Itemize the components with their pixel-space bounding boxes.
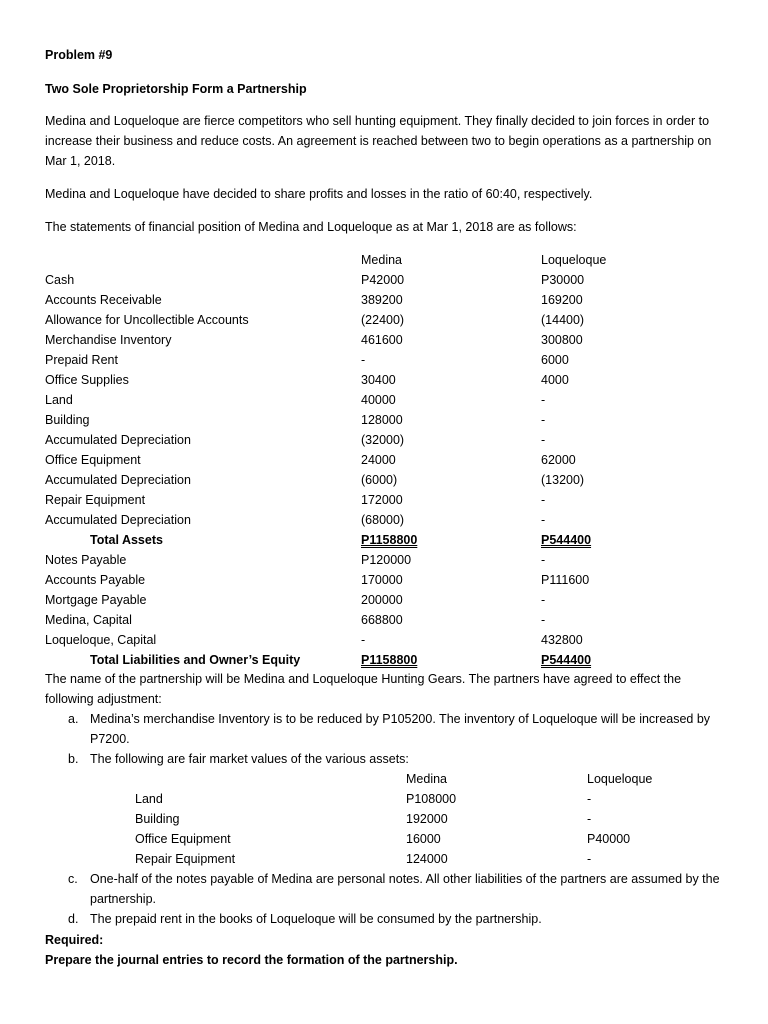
loqueloque-value: P544400 — [541, 653, 592, 667]
fmv-row — [0, 809, 768, 829]
fmv-col-header-medina: Medina — [406, 772, 447, 786]
adjustment-a-marker: a. — [68, 712, 79, 726]
fmv-medina-value: 192000 — [406, 812, 448, 826]
table-row — [0, 330, 768, 350]
fmv-label: Repair Equipment — [135, 852, 236, 866]
table-header — [0, 250, 768, 270]
loqueloque-value: P111600 — [541, 573, 590, 587]
row-label: Prepaid Rent — [45, 353, 118, 367]
fmv-label: Land — [135, 792, 163, 806]
fmv-loqueloque-value: - — [587, 852, 592, 866]
table-row — [0, 390, 768, 410]
adjustment-d-text: The prepaid rent in the books of Loqueloque will be consumed by the partnership. — [90, 912, 542, 926]
fmv-row — [0, 789, 768, 809]
adjustment-b-marker: b. — [68, 752, 79, 766]
col-header-loqueloque: Loqueloque — [541, 253, 607, 267]
loqueloque-value: 6000 — [541, 353, 569, 367]
table-row — [0, 470, 768, 490]
table-row — [0, 590, 768, 610]
fmv-label: Building — [135, 812, 180, 826]
loqueloque-value: - — [541, 613, 546, 627]
partnership-name-paragraph: The name of the partnership will be Medina and Loqueloque Hunting Gears. The partners have agreed to effect the following adjustment: — [45, 672, 682, 706]
medina-value: P120000 — [361, 553, 412, 567]
required-label: Required: — [45, 933, 104, 947]
adjustment-b-text: The following are fair market values of the various assets: — [90, 752, 409, 766]
medina-value: P1158800 — [361, 653, 418, 667]
medina-value: 128000 — [361, 413, 403, 427]
problem-subtitle: Two Sole Proprietorship Form a Partnership — [45, 82, 307, 96]
medina-value: - — [361, 353, 366, 367]
table-row — [0, 630, 768, 650]
loqueloque-value: 4000 — [541, 373, 569, 387]
medina-value: 24000 — [361, 453, 396, 467]
row-label: Accumulated Depreciation — [45, 513, 191, 527]
medina-value: 389200 — [361, 293, 403, 307]
row-label: Accounts Payable — [45, 573, 146, 587]
medina-value: 40000 — [361, 393, 396, 407]
fmv-medina-value: 124000 — [406, 852, 448, 866]
row-label: Building — [45, 413, 90, 427]
problem-title: Problem #9 — [45, 48, 113, 62]
table-row — [0, 430, 768, 450]
required-text: Prepare the journal entries to record the formation of the partnership. — [45, 953, 458, 967]
table-row — [0, 290, 768, 310]
table-row — [0, 490, 768, 510]
medina-value: 30400 — [361, 373, 396, 387]
medina-value: 200000 — [361, 593, 403, 607]
row-label: Accounts Receivable — [45, 293, 162, 307]
table-row — [0, 450, 768, 470]
row-label: Accumulated Depreciation — [45, 433, 191, 447]
loqueloque-value: - — [541, 393, 546, 407]
table-row — [0, 550, 768, 570]
fmv-row — [0, 849, 768, 869]
medina-value: (68000) — [361, 513, 405, 527]
loqueloque-value: 62000 — [541, 453, 576, 467]
loqueloque-value: (13200) — [541, 473, 585, 487]
fmv-loqueloque-value: P40000 — [587, 832, 631, 846]
row-label: Allowance for Uncollectible Accounts — [45, 313, 249, 327]
medina-value: 461600 — [361, 333, 403, 347]
medina-value: (22400) — [361, 313, 405, 327]
fmv-label: Office Equipment — [135, 832, 231, 846]
row-label: Total Assets — [90, 533, 163, 547]
fmv-loqueloque-value: - — [587, 812, 592, 826]
adjustment-d-marker: d. — [68, 912, 79, 926]
row-label: Office Supplies — [45, 373, 129, 387]
row-label: Accumulated Depreciation — [45, 473, 191, 487]
medina-value: P42000 — [361, 273, 405, 287]
row-label: Office Equipment — [45, 453, 141, 467]
loqueloque-value: (14400) — [541, 313, 585, 327]
row-label: Merchandise Inventory — [45, 333, 172, 347]
medina-value: (6000) — [361, 473, 398, 487]
medina-value: (32000) — [361, 433, 405, 447]
row-label: Loqueloque, Capital — [45, 633, 157, 647]
loqueloque-value: - — [541, 413, 546, 427]
adjustment-c-text: One-half of the notes payable of Medina are personal notes. All other liabilities of the partners are assumed by the partnership. — [90, 872, 720, 906]
loqueloque-value: 169200 — [541, 293, 583, 307]
row-label: Repair Equipment — [45, 493, 146, 507]
medina-value: P1158800 — [361, 533, 418, 547]
adjustment-c-marker: c. — [68, 872, 78, 886]
row-label: Notes Payable — [45, 553, 127, 567]
fmv-col-header-loqueloque: Loqueloque — [587, 772, 653, 786]
table-total-row — [0, 530, 768, 550]
row-label: Total Liabilities and Owner’s Equity — [90, 653, 301, 667]
loqueloque-value: - — [541, 593, 546, 607]
loqueloque-value: P544400 — [541, 533, 592, 547]
intro-paragraph: Medina and Loqueloque are fierce competitors who sell hunting equipment. They finally decided to join forces in order to increase their business and reduce costs. An agreement is reached between two to begin operations as a partnership on Mar 1, 2018. — [45, 114, 712, 168]
loqueloque-value: 432800 — [541, 633, 583, 647]
adjustment-a-text: Medina’s merchandise Inventory is to be reduced by P105200. The inventory of Loqueloque will be increased by P7200. — [90, 712, 711, 746]
table-total-row — [0, 650, 768, 670]
loqueloque-value: 300800 — [541, 333, 583, 347]
fmv-medina-value: 16000 — [406, 832, 441, 846]
medina-value: 668800 — [361, 613, 403, 627]
fmv-loqueloque-value: - — [587, 792, 592, 806]
table-row — [0, 310, 768, 330]
table-row — [0, 270, 768, 290]
profit-ratio-paragraph: Medina and Loqueloque have decided to share profits and losses in the ratio of 60:40, respectively. — [45, 187, 593, 201]
loqueloque-value: P30000 — [541, 273, 585, 287]
table-row — [0, 610, 768, 630]
row-label: Mortgage Payable — [45, 593, 147, 607]
medina-value: 170000 — [361, 573, 403, 587]
table-row — [0, 370, 768, 390]
row-label: Land — [45, 393, 73, 407]
row-label: Cash — [45, 273, 75, 287]
loqueloque-value: - — [541, 493, 546, 507]
fmv-header — [0, 769, 768, 789]
row-label: Medina, Capital — [45, 613, 132, 627]
table-row — [0, 350, 768, 370]
fmv-medina-value: P108000 — [406, 792, 457, 806]
loqueloque-value: - — [541, 433, 546, 447]
loqueloque-value: - — [541, 513, 546, 527]
table-row — [0, 410, 768, 430]
fmv-row — [0, 829, 768, 849]
statements-intro: The statements of financial position of Medina and Loqueloque as at Mar 1, 2018 are as follows: — [45, 220, 577, 234]
table-row — [0, 570, 768, 590]
medina-value: 172000 — [361, 493, 403, 507]
medina-value: - — [361, 633, 366, 647]
col-header-medina: Medina — [361, 253, 402, 267]
loqueloque-value: - — [541, 553, 546, 567]
table-row — [0, 510, 768, 530]
